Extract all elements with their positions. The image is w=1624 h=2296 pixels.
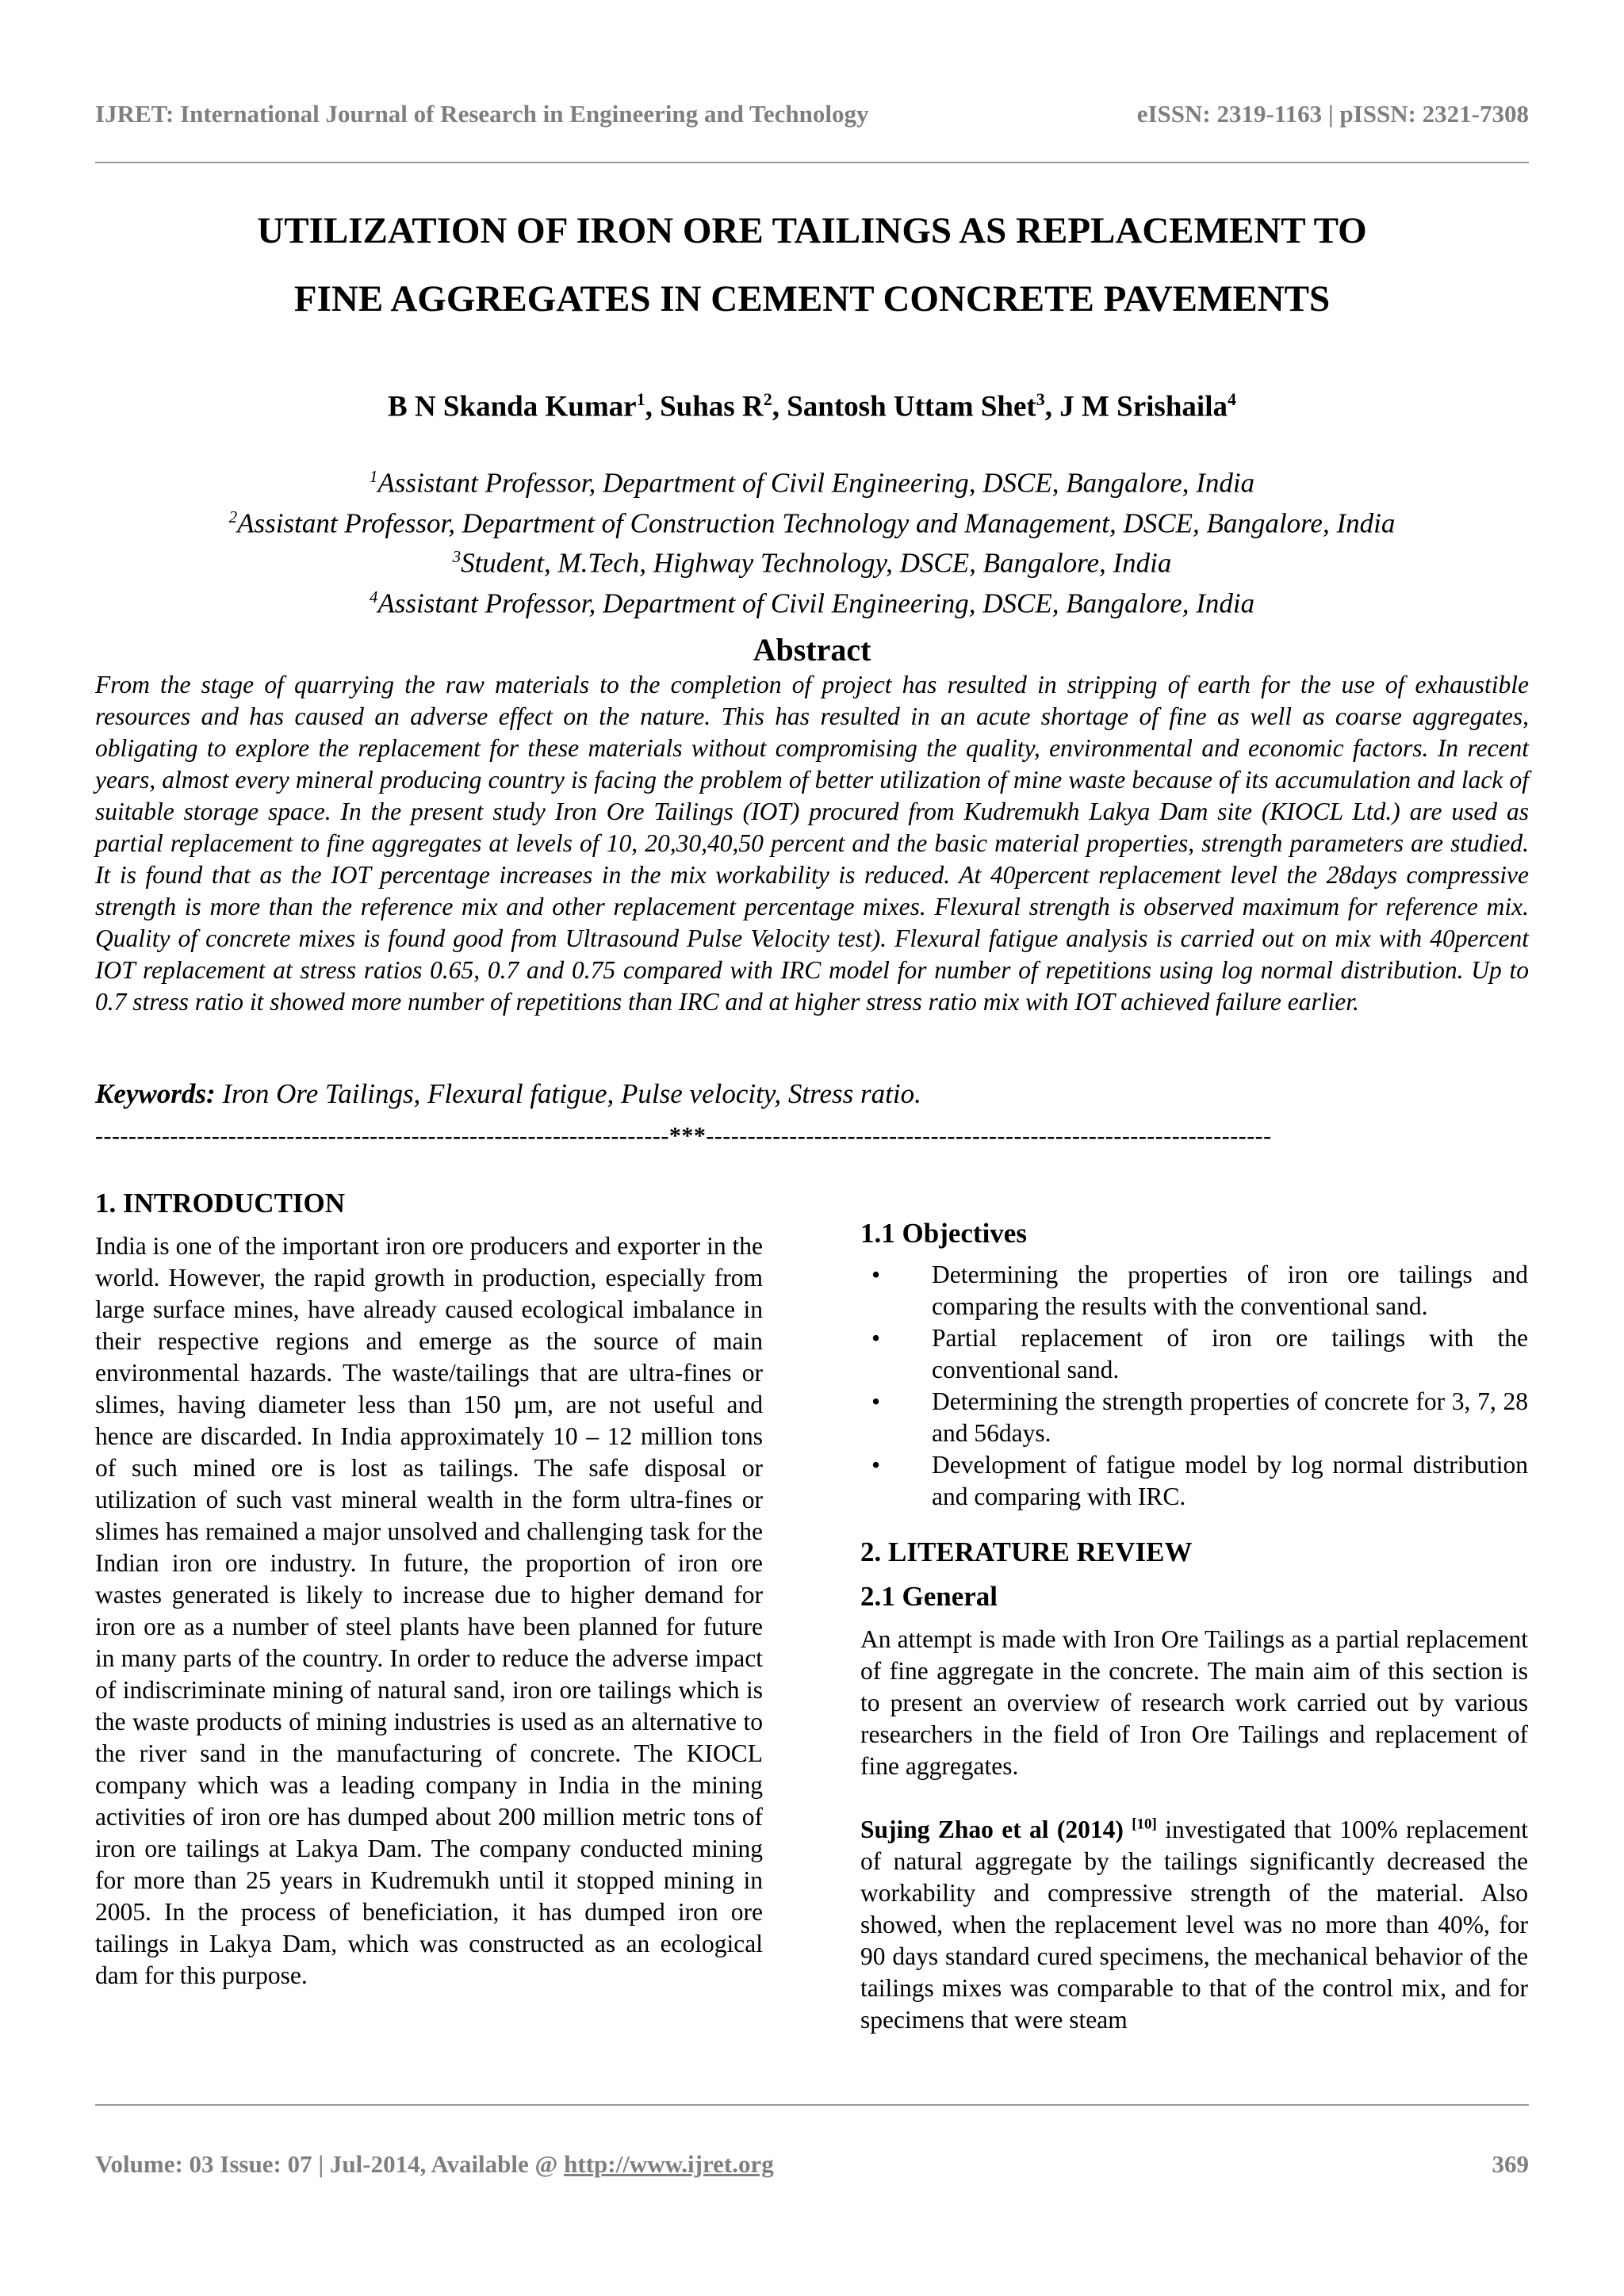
objectives-list xyxy=(860,1259,1528,1513)
header-divider xyxy=(95,162,1529,163)
paper-title xyxy=(95,197,1529,333)
author-list xyxy=(95,377,1529,429)
volume-text: Volume: 03 Issue: 07 | Jul-2014, Available @ xyxy=(95,2150,565,2178)
author-separator: , xyxy=(772,390,787,423)
author-affil-mark: 3 xyxy=(1036,389,1045,409)
introduction-heading: 1. INTRODUCTION xyxy=(95,1188,346,1219)
author-affil-mark: 2 xyxy=(763,389,772,409)
affil-mark: 1 xyxy=(369,467,378,486)
affiliation-line xyxy=(95,540,1529,580)
citation-number[interactable]: [10] xyxy=(1132,1816,1157,1833)
affiliation-line xyxy=(95,500,1529,541)
literature-reference-paragraph xyxy=(860,1814,1528,2036)
author-name: B N Skanda Kumar xyxy=(388,390,637,423)
journal-link[interactable]: http://www.ijret.org xyxy=(564,2150,774,2178)
affiliations xyxy=(95,460,1529,621)
affil-mark: 2 xyxy=(228,507,238,526)
affil-text: Assistant Professor, Department of Civil Engineering, DSCE, Bangalore, India xyxy=(377,587,1255,619)
running-header xyxy=(95,100,1529,132)
affil-mark: 3 xyxy=(452,547,462,567)
objective-text: Development of fatigue model by log normal distribution and comparing with IRC. xyxy=(932,1451,1528,1510)
affil-text: Assistant Professor, Department of Construction Technology and Management, DSCE, Bangalore, India xyxy=(237,507,1396,539)
objective-item xyxy=(860,1322,1528,1386)
author-affil-mark: 1 xyxy=(636,389,645,409)
abstract-heading: Abstract xyxy=(753,632,871,668)
spacer xyxy=(860,1614,1528,1624)
section-separator: ---------------------------------------------------------------------***-------------------------------------------------------------------- xyxy=(95,1124,1272,1148)
reference-text: investigated that 100% replacement of natural aggregate by the tailings significantly decreased the workability and compressive strength of the material. Also showed, when the replacement level was no more than 40%, for 90 days standard cured specimens, the mechanical behavior of the tailings mixes was comparable to that of the control mix, and for specimens that were steam xyxy=(860,1816,1529,2034)
affil-text: Student, M.Tech, Highway Technology, DSCE, Bangalore, India xyxy=(461,547,1172,579)
bullet-icon: • xyxy=(871,1451,881,1479)
author-separator: , xyxy=(645,390,661,423)
general-subheading: 2.1 General xyxy=(860,1581,998,1612)
bullet-icon: • xyxy=(871,1261,881,1288)
abstract-text: From the stage of quarrying the raw materials to the completion of project has resulted in stripping of earth for the use of exhaustible resources and has caused an adverse effect on the nature. This has resulted in an acute shortage of fine as well as coarse aggregates, obligating to explore the replacement for these materials without compromising the quality, environmental and economic factors. In recent years, almost every mineral producing country is facing the problem of better utilization of mine waste because of its accumulation and lack of suitable storage space. In the present study Iron Ore Tailings (IOT) procured from Kudremukh Lakya Dam site (KIOCL Ltd.) are used as partial replacement to fine aggregates at levels of 10, 20,30,40,50 percent and the basic material properties, strength parameters are studied. It is found that as the IOT percentage increases in the mix workability is reduced. At 40percent replacement level the 28days compressive strength is more than the reference mix and other replacement percentage mixes. Flexural strength is observed maximum for reference mix. Quality of concrete mixes is found good from Ultrasound Pulse Velocity test). Flexural fatigue analysis is carried out on mix with 40percent IOT replacement at stress ratios 0.65, 0.7 and 0.75 compared with IRC model for number of repetitions using log normal distribution. Up to 0.7 stress ratio it showed more number of repetitions than IRC and at higher stress ratio mix with IOT achieved failure earlier. xyxy=(95,671,1529,1016)
keywords-text: Iron Ore Tailings, Flexural fatigue, Pulse velocity, Stress ratio. xyxy=(215,1078,921,1109)
journal-name: IJRET: International Journal of Research in Engineering and Technology xyxy=(95,100,869,128)
spacer xyxy=(860,1570,1528,1579)
page-number: 369 xyxy=(1492,2150,1529,2178)
bullet-icon: • xyxy=(871,1387,881,1415)
author-name: Santosh Uttam Shet xyxy=(787,390,1036,423)
volume-info xyxy=(95,2150,774,2179)
footer-divider xyxy=(95,2104,1529,2106)
introduction-text: India is one of the important iron ore producers and exporter in the world. However, the rapid growth in production, especially from large surface mines, have already caused ecological imbalance in their respective regions and emerge as the source of main environmental hazards. The waste/tailings that are ultra-fines or slimes, having diameter less than 150 µm, are not useful and hence are discarded. In India approximately 10 – 12 million tons of such mined ore is lost as tailings. The safe disposal or utilization of such vast mineral wealth in the form ultra-fines or slimes has remained a major unsolved and challenging task for the Indian iron ore industry. In future, the proportion of iron ore wastes generated is likely to increase due to higher demand for iron ore as a number of steel plants have been planned for future in many parts of the country. In order to reduce the adverse impact of indiscriminate mining of natural sand, iron ore tailings which is the waste products of mining industries is used as an alternative to the river sand in the manufacturing of concrete. The KIOCL company which was a leading company in India in the mining activities of iron ore has dumped about 200 million metric tons of iron ore tailings at Lakya Dam. The company conducted mining for more than 25 years in Kudremukh until it stopped mining in 2005. In the process of beneficiation, it has dumped iron ore tailings in Lakya Dam, which was constructed as an ecological dam for this purpose. xyxy=(95,1232,763,1989)
title-line-1: UTILIZATION OF IRON ORE TAILINGS AS REPLACEMENT TO xyxy=(257,210,1367,251)
spacer xyxy=(860,1782,1528,1814)
affiliation-line xyxy=(95,580,1529,621)
right-column xyxy=(860,1216,1528,2036)
objective-text: Determining the strength properties of concrete for 3, 7, 28 and 56days. xyxy=(932,1387,1528,1447)
author-affil-mark: 4 xyxy=(1227,389,1236,409)
title-line-2: FINE AGGREGATES IN CEMENT CONCRETE PAVEMENTS xyxy=(293,278,1331,320)
objective-text: Partial replacement of iron ore tailings with the conventional sand. xyxy=(932,1324,1528,1383)
objective-text: Determining the properties of iron ore tailings and comparing the results with the conventional sand. xyxy=(932,1261,1528,1320)
reference-author: Sujing Zhao et al (2014) xyxy=(860,1816,1124,1843)
keywords-label: Keywords: xyxy=(95,1078,216,1109)
affil-mark: 4 xyxy=(369,587,378,607)
affil-text: Assistant Professor, Department of Civil Engineering, DSCE, Bangalore, India xyxy=(377,467,1255,499)
keywords xyxy=(95,1078,1529,1110)
general-text: An attempt is made with Iron Ore Tailings as a partial replacement of fine aggregate in the concrete. The main aim of this section is to present an overview of research work carried out by various researchers in the field of Iron Ore Tailings and replacement of fine aggregates. xyxy=(860,1625,1528,1780)
spacer xyxy=(860,1513,1528,1535)
affiliation-line xyxy=(95,460,1529,500)
issn-info: eISSN: 2319-1163 | pISSN: 2321-7308 xyxy=(1136,100,1529,128)
bullet-icon: • xyxy=(871,1324,881,1352)
objectives-heading: 1.1 Objectives xyxy=(860,1218,1027,1249)
left-column xyxy=(95,1186,763,1992)
author-name: Suhas R xyxy=(660,390,764,423)
author-separator: , xyxy=(1044,390,1060,423)
author-name: J M Srishaila xyxy=(1059,390,1228,423)
literature-heading: 2. LITERATURE REVIEW xyxy=(860,1536,1193,1567)
spacer xyxy=(95,1221,763,1230)
objective-item xyxy=(860,1449,1528,1513)
objective-item xyxy=(860,1386,1528,1449)
objective-item xyxy=(860,1259,1528,1322)
